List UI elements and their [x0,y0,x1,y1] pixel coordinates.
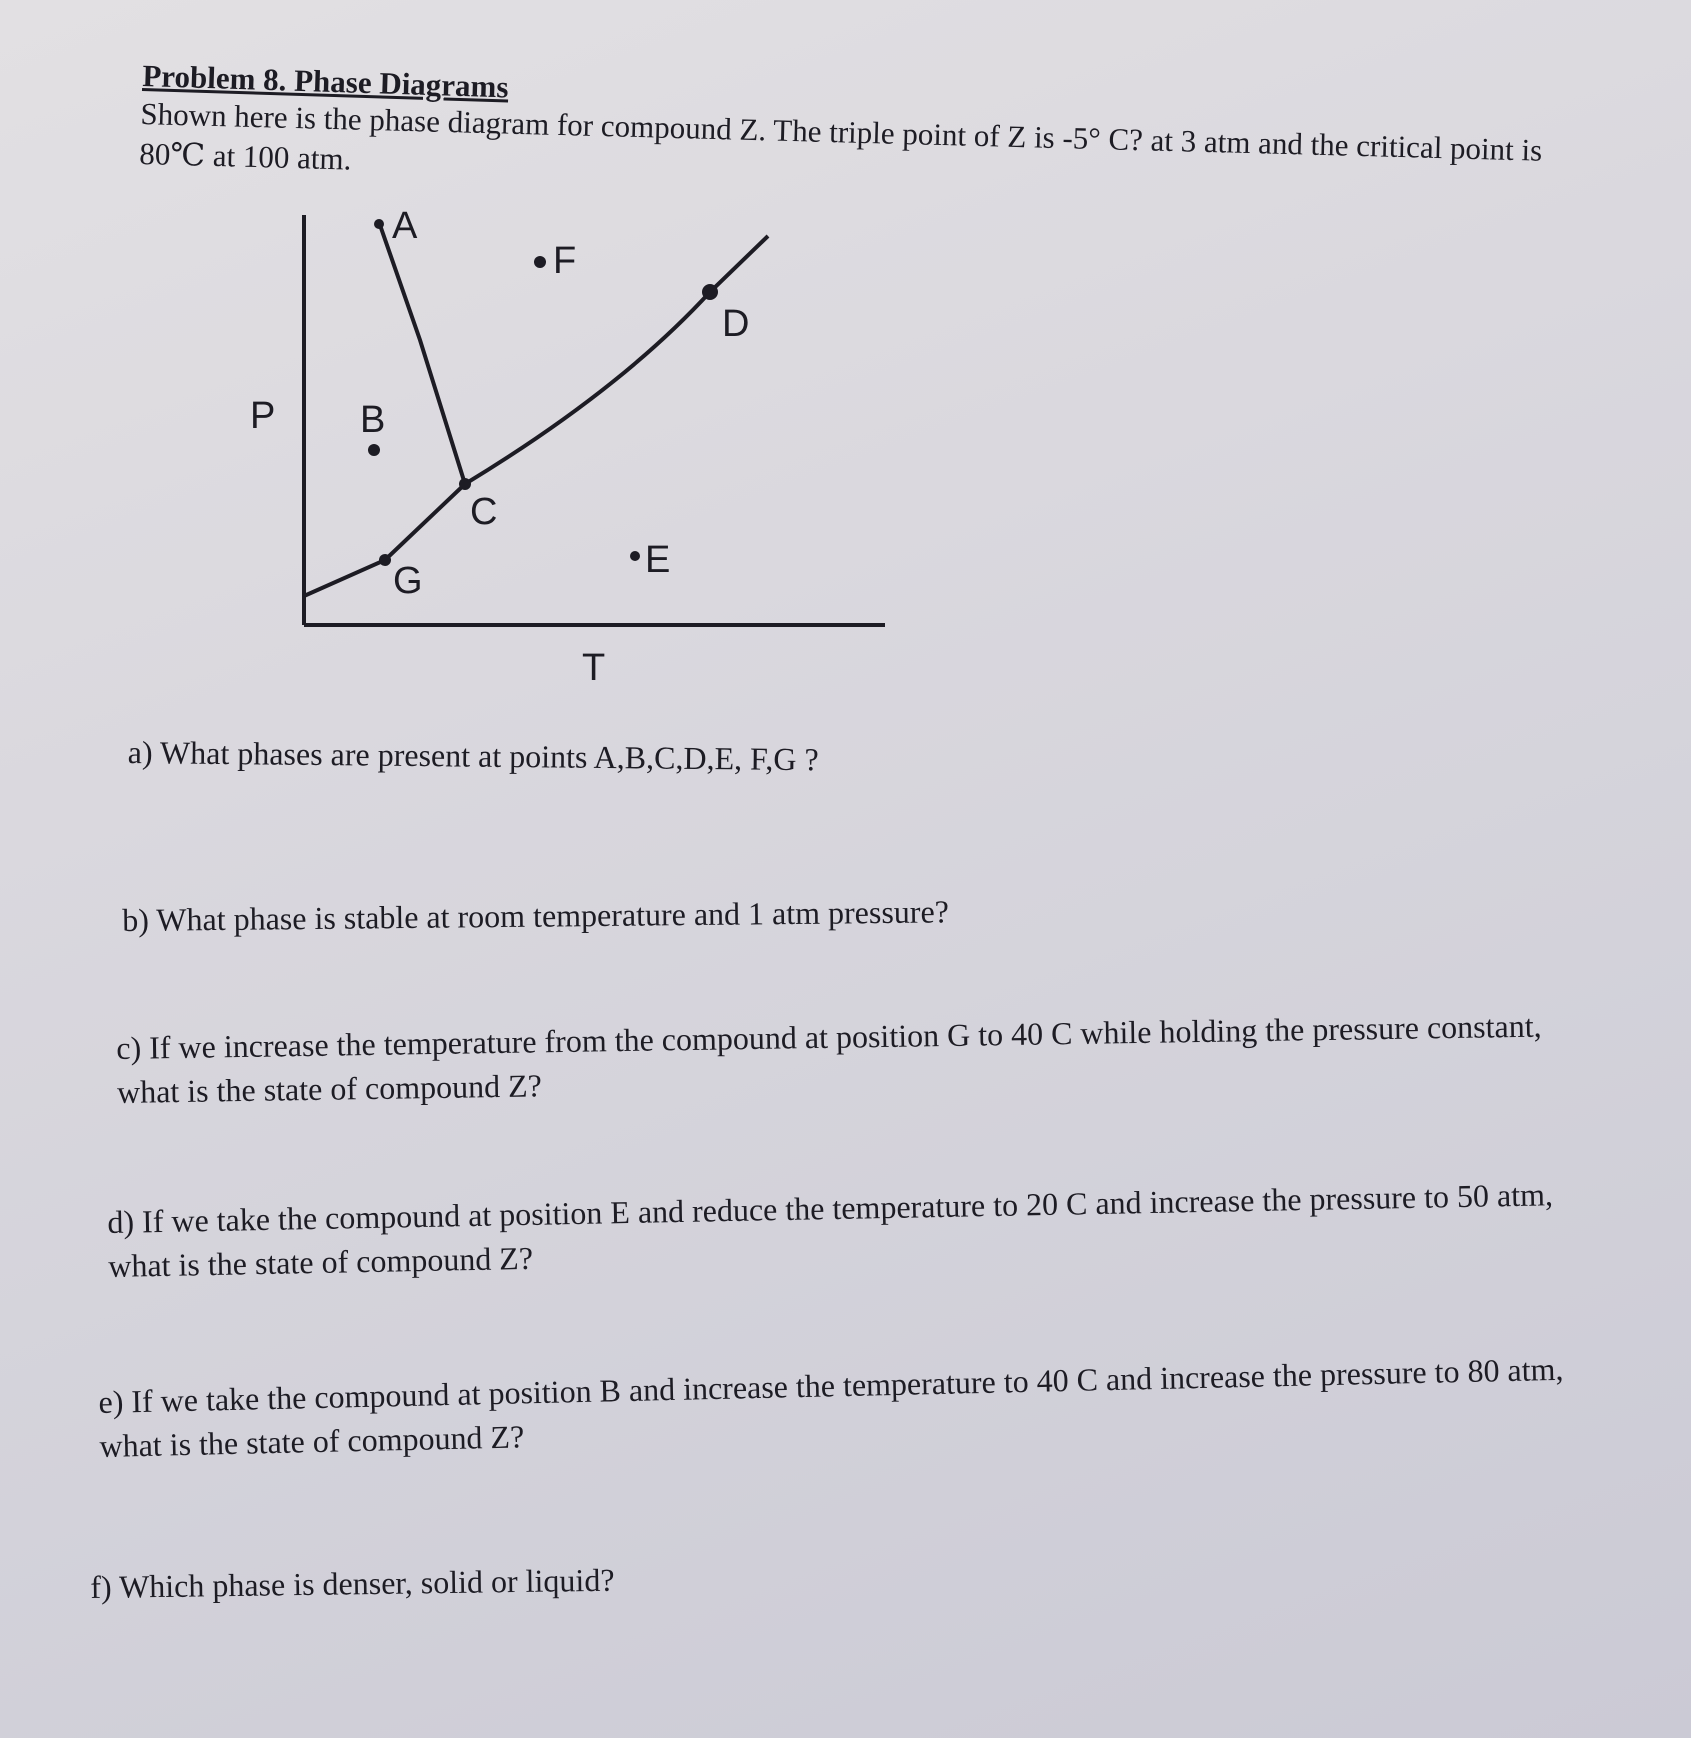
question-e: e) If we take the compound at position B and increase the temperature to 40 C and increase the pressure to 80 atm, what is the state of compound Z? [98,1350,1564,1464]
phase-diagram [220,200,900,700]
point-f-marker [534,256,546,268]
point-e-marker [630,551,640,561]
point-d-marker [702,284,718,300]
point-f-label: F [553,240,577,282]
point-b-marker [368,444,380,456]
sublimation-curve [304,484,465,596]
x-axis-label: T [582,647,606,689]
point-g-marker [379,554,391,566]
melting-curve [380,225,465,484]
point-a-label: A [392,205,418,247]
question-b: b) What phase is stable at room temperature and 1 atm pressure? [122,893,950,938]
problem-intro: Shown here is the phase diagram for compound Z. The triple point of Z is -5° C? at 3 atm and the critical point is 80℃ at 100 atm. [138,95,1543,177]
point-d-label: D [722,303,750,345]
point-a-marker [374,219,384,229]
question-c: c) If we increase the temperature from the compound at position G to 40 C while holding the pressure constant, what is the state of compound Z? [116,1007,1542,1110]
point-c-marker [459,478,471,490]
point-b-label: B [360,399,386,441]
point-e-label: E [645,539,671,581]
problem-title: Problem 8. Phase Diagrams [141,58,510,105]
question-a: a) What phases are present at points A,B,C,D,E, F,G ? [127,733,819,778]
phase-diagram-svg [220,200,900,700]
vaporization-curve [465,236,768,484]
point-g-label: G [393,560,423,602]
question-d: d) If we take the compound at position E and reduce the temperature to 20 C and increase the pressure to 50 atm, what is the state of compound Z? [107,1176,1554,1284]
point-c-label: C [470,491,498,533]
y-axis-label: P [250,395,276,437]
question-f: f) Which phase is denser, solid or liquid? [90,1561,615,1605]
